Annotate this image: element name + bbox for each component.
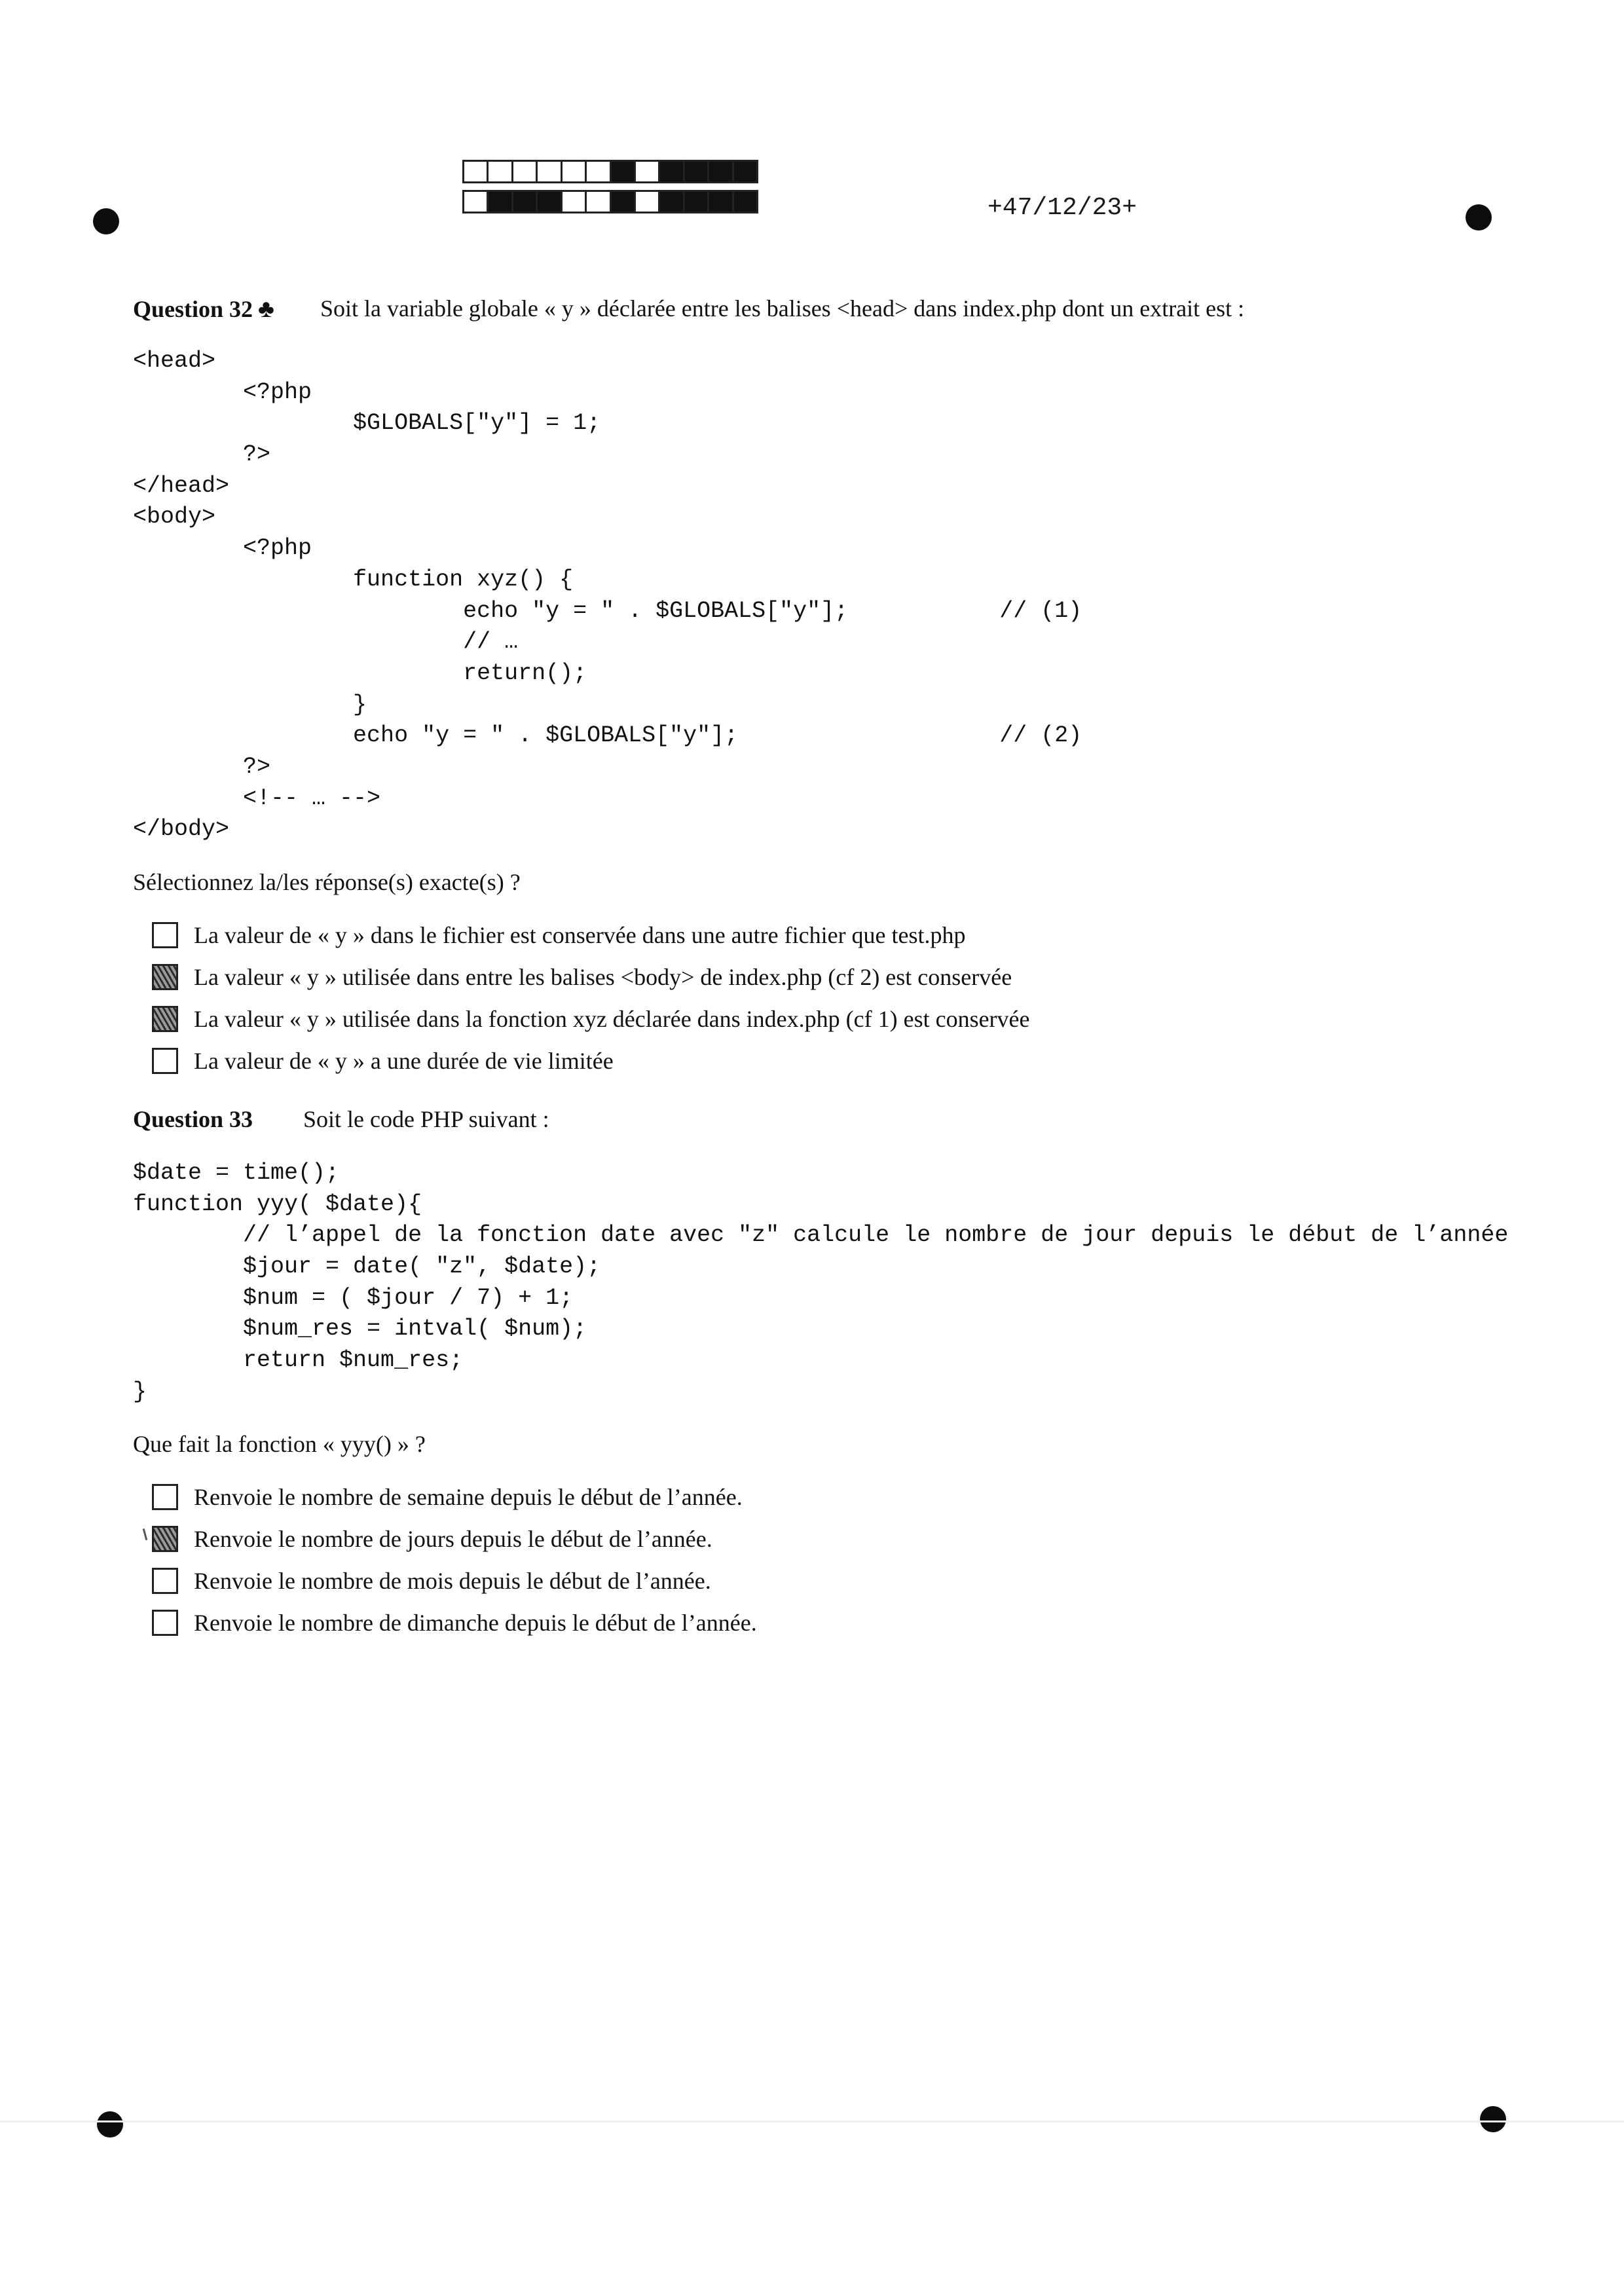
checked-checkbox[interactable] [152,1006,178,1032]
answer-text: La valeur « y » utilisée dans entre les balises <body> de index.php (cf 2) est conservée [194,964,1012,990]
scan-artifact-line [0,2120,1624,2122]
pen-stroke-mark [143,1528,148,1540]
barcode-cell [636,162,660,181]
answer-option[interactable] [152,914,1030,956]
barcode-cell [709,192,733,212]
registration-mark-bottom-right [1480,2106,1506,2132]
barcode-cell [685,192,709,212]
barcode-cell [563,192,587,212]
answer-text: La valeur « y » utilisée dans la fonction xyz déclarée dans index.php (cf 1) est conservée [194,1006,1030,1032]
answer-text: La valeur de « y » dans le fichier est conservée dans une autre fichier que test.php [194,922,966,948]
answer-option[interactable] [152,1518,757,1560]
answer-text: Renvoie le nombre de jours depuis le début de l’année. [194,1526,712,1552]
checkbox[interactable] [152,1484,178,1510]
code-line: <head> [133,348,216,374]
barcode-cell [489,162,513,181]
barcode-cell [538,162,562,181]
question-32-statement: Soit la variable globale « y » déclarée entre les balises <head> dans index.php dont un extrait est : [320,295,1245,322]
barcode-cell [513,192,538,212]
answer-option[interactable] [152,998,1030,1040]
code-line: </head> [133,472,230,499]
answer-option[interactable] [152,1040,1030,1082]
question-32-header [133,295,1245,324]
checkbox[interactable] [152,1568,178,1594]
question-33-prompt: Que fait la fonction « yyy() » ? [133,1431,426,1457]
barcode-cell [513,162,538,181]
code-line: <!-- … --> [133,785,381,811]
answer-option[interactable] [152,1602,757,1644]
code-line: return $num_res; [133,1347,464,1374]
barcode-cell [587,162,611,181]
question-33-code-block [133,1158,1508,1408]
answer-option[interactable] [152,1560,757,1602]
barcode-cell [709,162,733,181]
question-33-header [133,1105,549,1133]
question-32-label: Question 32 [133,296,253,322]
checkbox[interactable] [152,1048,178,1074]
code-line: // … [133,629,519,656]
code-line: $date = time(); [133,1160,340,1186]
answer-text: La valeur de « y » a une durée de vie limitée [194,1048,614,1074]
code-line: $num_res = intval( $num); [133,1316,587,1342]
code-line: return(); [133,659,587,686]
question-33-statement: Soit le code PHP suivant : [303,1106,549,1132]
code-line: echo "y = " . $GLOBALS["y"]; // (2) [133,722,1082,749]
checked-checkbox[interactable] [152,964,178,990]
checkbox[interactable] [152,1610,178,1636]
registration-mark-top-left [93,208,119,234]
checked-checkbox[interactable] [152,1526,178,1552]
code-line: $jour = date( "z", $date); [133,1253,601,1280]
barcode-cell [660,162,684,181]
code-line: <?php [133,379,312,405]
code-line: ?> [133,753,271,780]
answer-text: Renvoie le nombre de mois depuis le début de l’année. [194,1568,711,1594]
code-line: echo "y = " . $GLOBALS["y"]; // (1) [133,597,1082,624]
code-line: $GLOBALS["y"] = 1; [133,410,601,437]
question-33-answers [152,1476,757,1644]
code-line: function xyz() { [133,566,574,593]
barcode-cell [636,192,660,212]
registration-mark-top-right [1466,204,1492,231]
barcode-cell [685,162,709,181]
code-line: <body> [133,504,216,530]
barcode-cell [734,162,756,181]
barcode-cell [734,192,756,212]
barcode-cell [538,192,562,212]
barcode-cell [489,192,513,212]
barcode-cell [612,192,636,212]
club-icon: ♣ [258,295,274,323]
code-line: </body> [133,816,230,843]
answer-option[interactable] [152,956,1030,998]
question-32-answers [152,914,1030,1082]
code-line: $num = ( $jour / 7) + 1; [133,1284,574,1311]
question-32-code-block [133,346,1082,845]
page-id: +47/12/23+ [987,194,1137,222]
registration-mark-bottom-left [97,2111,123,2138]
checkbox[interactable] [152,922,178,948]
answer-option[interactable] [152,1476,757,1518]
code-line: ?> [133,441,271,468]
barcode-row-2 [462,190,758,213]
barcode-cell [587,192,611,212]
code-line: } [133,691,367,718]
question-32-prompt: Sélectionnez la/les réponse(s) exacte(s) ? [133,869,521,895]
code-line: // l’appel de la fonction date avec "z" calcule le nombre de jour depuis le début de l’année [133,1222,1509,1249]
answer-text: Renvoie le nombre de semaine depuis le début de l’année. [194,1484,743,1510]
code-line: function yyy( $date){ [133,1191,422,1217]
barcode-cell [464,192,489,212]
answer-text: Renvoie le nombre de dimanche depuis le début de l’année. [194,1610,757,1636]
barcode-cell [464,162,489,181]
barcode-row-1 [462,160,758,183]
barcode-cell [612,162,636,181]
barcode-cell [563,162,587,181]
code-line: <?php [133,535,312,562]
code-line: } [133,1378,147,1405]
question-33-label: Question 33 [133,1106,253,1132]
barcode-cell [660,192,684,212]
